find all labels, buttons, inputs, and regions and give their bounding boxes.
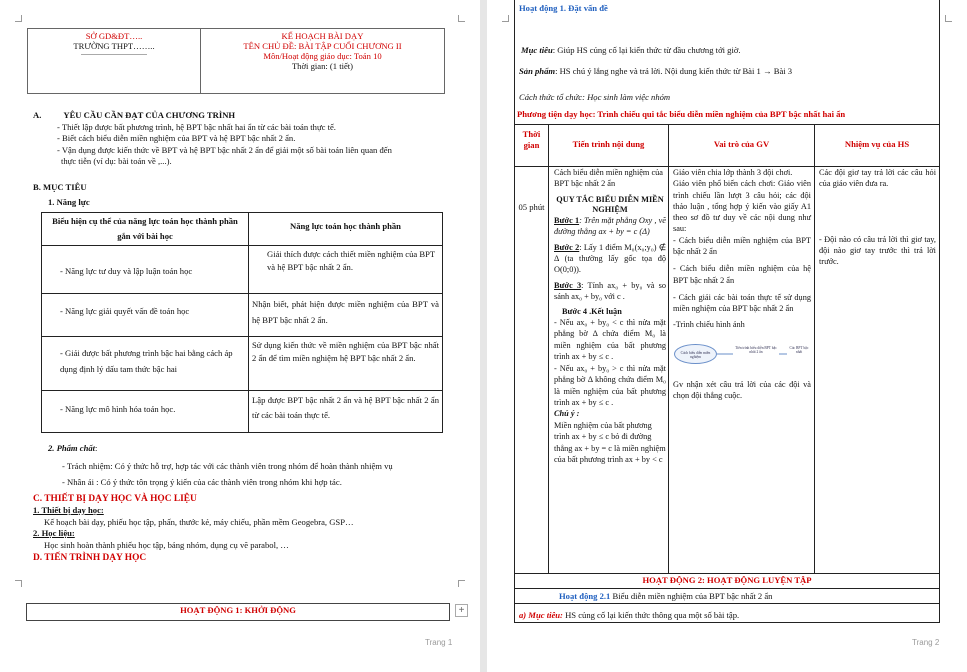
student-material-text: Học sinh hoàn thành phiếu học tập, bảng nhóm, dụng cụ vẽ parabol, … (44, 539, 289, 550)
teacher-equipment-text: Kế hoạch bài dạy, phiếu học tập, phấn, thước kẻ, máy chiếu, phần mềm Geogebra, GSP… (44, 516, 354, 527)
row-divider (514, 622, 940, 623)
subject-line: Môn/Hoạt động giáo dục: Toán 10 (263, 51, 382, 61)
section-c-body (33, 505, 453, 551)
competency-cell: Giải thích được cách thiết miền nghiệm của BPT và hệ BPT bậc nhất 2 ẩn. (249, 246, 443, 294)
activity21-text: Biểu diễn miền nghiệm của BPT bậc nhất 2 ẩn (610, 591, 773, 601)
competency-table (41, 212, 443, 433)
col-head-time: Thời gian (515, 125, 549, 167)
goal2-text: HS củng cố lại kiến thức thông qua một số bài tập. (562, 610, 740, 620)
product-label: Sản phẩm (519, 66, 556, 76)
crop-mark (945, 15, 952, 22)
step-label: Bước 3 (554, 280, 582, 290)
teacher-text: Gv nhận xét câu trả lời của các đội và chọn đội thắng cuộc. (673, 379, 811, 401)
teacher-cell (669, 167, 815, 574)
competency-heading: 1. Năng lực (48, 197, 90, 207)
school-name: TRƯỜNG THPT…….. (73, 41, 155, 51)
quality-item: - Trách nhiệm: Có ý thức hỗ trợ, hợp tác với các thành viên trong nhóm để hoàn thành nhiệm vụ (62, 461, 393, 471)
step-label: Bước 1 (554, 215, 580, 225)
student-material-heading: 2. Học liệu: (33, 528, 75, 538)
header-left (28, 29, 201, 94)
competency-cell: - Năng lực mô hình hóa toán học. (42, 391, 249, 433)
section-a-title: YÊU CẦU CẦN ĐẠT CỦA CHƯƠNG TRÌNH (63, 110, 236, 120)
col-head-teacher: Vai trò của GV (669, 125, 815, 167)
content-cell (549, 167, 669, 574)
method-line: Phương tiện dạy học: Trình chiếu qui tắc biểu diễn miền nghiệm của BPT bậc nhất hai ẩn (517, 109, 846, 119)
topic-title: TÊN CHỦ ĐỀ: BÀI TẬP CUỐI CHƯƠNG II (243, 41, 402, 51)
step-text: : Trên mặt phẳng Oxy , vẽ đường thẳng ax + by = c (Δ) (554, 215, 666, 237)
teacher-equipment-heading: 1. Thiết bị dạy học: (33, 505, 104, 515)
crop-mark (458, 15, 465, 22)
teacher-text: -Trình chiếu hình ảnh (673, 319, 745, 329)
conclusion-2: - Nếu ax₀ + by₀ > c thì nửa mặt phẳng bờ Δ không chứa điểm M₀ là miền nghiệm của bất phương trình ax + by ≤ c . (554, 363, 666, 407)
competency-cell: - Năng lực giải quyết vấn đề toán học (42, 294, 249, 337)
document-page-1 (0, 0, 480, 672)
competency-head-2: Năng lực toán học thành phần (249, 213, 443, 246)
activity21-line (559, 591, 772, 601)
teacher-text: Giáo viên chia lớp thành 3 đội chơi. (673, 168, 793, 177)
product-line (519, 66, 934, 76)
competency-head-1: Biểu hiện cụ thể của năng lực toán học thành phần gắn với bài học (42, 213, 249, 246)
lesson-table (514, 124, 940, 589)
header-right (201, 29, 445, 94)
section-a (33, 110, 453, 168)
conclusion-1: - Nếu ax₀ + by₀ < c thì nửa mặt phẳng bờ Δ chứa điểm M₀ là miền nghiệm của bất phương trình ax + by ≤ c . (554, 318, 666, 362)
rule-title: QUY TẮC BIỂU DIỄN MIỀN NGHIỆM (556, 194, 664, 214)
quality-heading-colon: : (95, 443, 98, 453)
student-text: Các đội giơ tay trả lời các câu hỏi của giáo viên đưa ra. (819, 168, 936, 189)
mind-map-image (673, 332, 811, 378)
teacher-text: - Cách giải các bài toán thực tế sử dụng miền nghiệm của BPT bậc nhất 2 ẩn (673, 292, 811, 314)
header-dashes: --------------------------------- (81, 52, 147, 58)
duration-line: Thời gian: (1 tiết) (291, 61, 354, 71)
competency-cell: Lập được BPT bậc nhất 2 ẩn và hệ BPT bậc nhất 2 ẩn từ các bài toán thực tế. (249, 391, 443, 433)
page-number: Trang 2 (912, 638, 940, 647)
rule-step-3 (554, 280, 666, 303)
activity1-box (26, 603, 450, 621)
teacher-text: Giáo viên phổ biến cách chơi: Giáo viên trình chiếu lần lượt 3 câu hỏi; các đội thảo luận , tổng hợp ý kiến vào giấy A1 theo sơ đồ tư duy về các nội dung như sau: (673, 179, 811, 234)
section-a-item: - Biết cách biểu diễn miền nghiệm của BPT và hệ BPT bậc nhất 2 ẩn. (57, 133, 296, 143)
activity2-title: HOẠT ĐỘNG 2: HOẠT ĐỘNG LUYỆN TẬP (515, 574, 940, 589)
section-d-title: D. TIẾN TRÌNH DẠY HỌC (33, 553, 147, 563)
step-label: Bước 2 (554, 242, 580, 252)
organization-line: Cách thức tổ chức: Học sinh làm việc nhóm (519, 92, 671, 102)
product-text: : HS chú ý lắng nghe và trả lời. Nội dung kiến thức từ Bài 1 → Bài 3 (555, 66, 793, 76)
activity21-label: Hoạt động 2.1 (559, 591, 611, 601)
competency-cell: - Năng lực tư duy và lập luận toán học (42, 246, 249, 294)
page-number: Trang 1 (425, 638, 453, 647)
mind-map-node: Cách biểu diễn miền nghiệm (674, 344, 717, 364)
add-row-button[interactable]: + (455, 604, 468, 617)
rule-step-2 (554, 242, 666, 276)
quality-item: - Nhân ái : Có ý thức tôn trọng ý kiến của các thành viên trong nhóm khi hợp tác. (62, 477, 342, 487)
student-text: - Đội nào có câu trả lời thì giơ tay, đội nào giơ tay trước thì trả lời trước. (819, 234, 936, 267)
mind-map-node: Tiến trình biểu diễn BPT bậc nhất 2 ẩn (735, 345, 777, 355)
rule-step-1 (554, 215, 666, 238)
dept-name: SỞ GD&ĐT….. (85, 31, 143, 41)
section-a-item: thực tiễn (ví dụ: bài toán về ,...). (61, 156, 172, 166)
crop-mark (502, 15, 509, 22)
document-page-2 (487, 0, 967, 672)
header-table (27, 28, 445, 94)
note-label: Chú ý : (554, 409, 580, 419)
col-head-content: Tiến trình nội dung (549, 125, 669, 167)
note-text: Miền nghiệm của bất phương trình ax + by ≤ c bỏ đi đường thẳng ax + by = c là miền nghiệm của bất phương trình ax + by < c (554, 420, 666, 464)
step-text: : Tính ax₀ + by₀ và so sánh ax₀ + by₀ với c . (554, 280, 667, 302)
section-a-item: - Vận dụng được kiến thức về BPT và hệ BPT bậc nhất 2 ẩn để giải một số bài toán liên quan đến (57, 144, 392, 155)
goal2-line (519, 610, 739, 620)
activity1-title: HOẠT ĐỘNG 1: KHỞI ĐỘNG (180, 605, 296, 615)
goal-text: : Giúp HS củng cố lại kiến thức từ đầu chương tới giờ. (552, 45, 741, 55)
teacher-text: - Cách biểu diễn miền nghiệm của hệ BPT bậc nhất 2 ẩn (673, 264, 811, 285)
student-cell (815, 167, 940, 574)
activity-heading: Hoạt động 1. Đặt vấn đề (519, 3, 608, 13)
plan-title: KẾ HOẠCH BÀI DẠY (281, 31, 364, 41)
teacher-text: - Cách biểu diễn miền nghiệm của BPT bậc nhất 2 ẩn (673, 235, 811, 257)
quality-heading (48, 443, 97, 453)
step-text: : Lấy 1 điểm M₀(x₀;y₀) ∉ Δ (ta thường lấy gốc tọa độ O(0;0)). (554, 242, 666, 275)
time-cell: 05 phút (515, 167, 549, 574)
competency-cell: - Giải được bất phương trình bậc hai bằng cách áp dụng định lý dấu tam thức bậc hai (42, 337, 249, 391)
section-b-title: B. MỤC TIÊU (33, 182, 87, 192)
competency-cell: Nhận biết, phát hiện được miền nghiệm của BPT và hệ BPT bậc nhất 2 ẩn. (249, 294, 443, 337)
crop-mark (15, 15, 22, 22)
crop-mark (458, 580, 465, 587)
crop-mark (15, 580, 22, 587)
rule-step-4: Bước 4 .Kết luận (562, 306, 622, 316)
goal-label: Mục tiêu (521, 45, 553, 55)
section-a-item: - Thiết lập được bất phương trình, hệ BPT bậc nhất hai ẩn từ các bài toán thực tế. (57, 121, 336, 132)
goal-line (521, 45, 931, 55)
row-divider (514, 603, 940, 604)
content-intro: Cách biểu diễn miền nghiệm của BPT bậc nhất 2 ẩn (554, 168, 663, 189)
section-c-title: C. THIẾT BỊ DẠY HỌC VÀ HỌC LIỆU (33, 494, 197, 504)
mind-map-node: Các BPT bậc nhất (789, 345, 809, 355)
col-head-student: Nhiệm vụ của HS (815, 125, 940, 167)
quality-heading-text: 2. Phẩm chất (48, 443, 96, 453)
competency-cell: Sử dụng kiến thức về miền nghiệm của BPT bậc nhất 2 ẩn để tìm miền nghiệm hệ BPT bậc nhất 2 ẩn. (249, 337, 443, 391)
goal2-label: a) Mục tiêu: (519, 610, 563, 620)
section-a-number: A. (33, 110, 42, 120)
